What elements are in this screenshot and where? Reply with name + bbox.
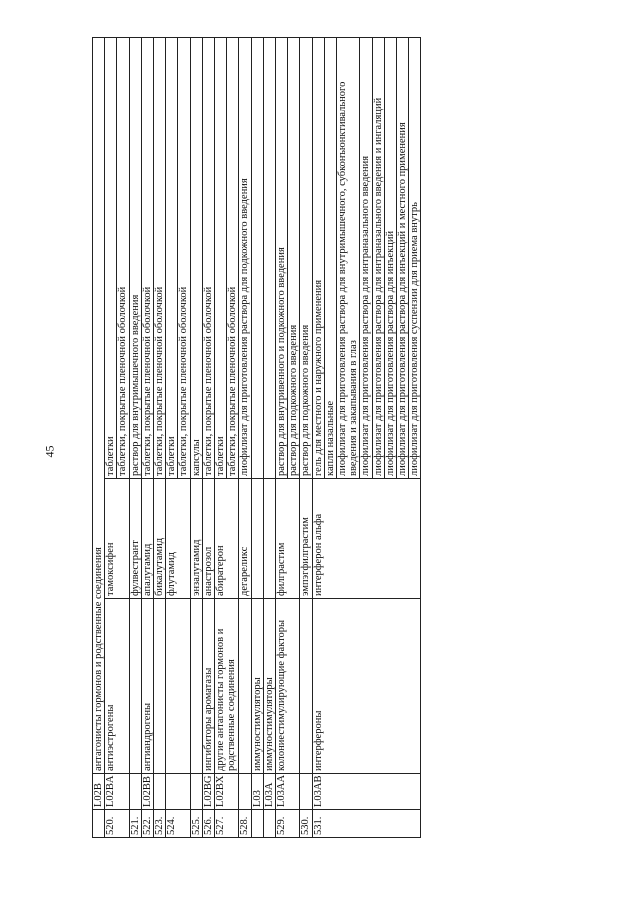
dosage-form: лиофилизат для приготовления суспензии для приема внутрь xyxy=(408,38,420,478)
dosage-form: раствор для внутривенного и подкожного введения xyxy=(276,247,288,476)
dosage-forms-cell xyxy=(154,38,166,479)
dosage-form: лиофилизат для приготовления раствора для интраназального введения и ингаляций xyxy=(372,38,384,478)
dosage-form: лиофилизат для приготовления раствора для инъекций xyxy=(384,38,396,478)
dosage-form: таблетки, покрытые пленочной оболочкой xyxy=(116,38,128,478)
row-number-cell: 521. xyxy=(129,810,141,838)
drug-name-cell: апалутамид xyxy=(141,479,153,599)
atc-code-cell: L03AA xyxy=(276,774,300,810)
rotated-table-content xyxy=(92,38,524,838)
drug-name-cell: энзалутамид xyxy=(190,479,202,599)
dosage-form: таблетки, покрытые пленочной оболочкой xyxy=(154,286,166,476)
drug-name-cell: тамоксифен xyxy=(105,479,129,599)
atc-code-cell: L02BG xyxy=(202,774,214,810)
table-row xyxy=(276,38,300,838)
table-row xyxy=(105,38,129,838)
table-row xyxy=(215,38,239,838)
atc-code-cell xyxy=(239,774,251,810)
row-number-cell xyxy=(251,810,263,838)
atc-code-cell: L03A xyxy=(263,774,275,810)
drug-name-cell: дегареликс xyxy=(239,479,251,599)
atc-code-cell: L03AB xyxy=(312,774,421,810)
page-number: 45 xyxy=(42,445,57,458)
dosage-form: лиофилизат для приготовления раствора для интраназального введения xyxy=(359,38,371,478)
group-name-cell: антиандрогены xyxy=(141,599,153,774)
dosage-form: таблетки, покрытые пленочной оболочкой xyxy=(226,38,238,478)
dosage-forms-cell xyxy=(129,38,141,479)
table-row xyxy=(129,38,141,838)
atc-code-cell: L02BB xyxy=(141,774,153,810)
group-name-cell: другие антагонисты гормонов и родственные соединения xyxy=(215,599,239,774)
row-number-cell: 529. xyxy=(276,810,300,838)
dosage-form: гель для местного и наружного применения xyxy=(312,279,324,476)
group-name-cell: иммуностимуляторы xyxy=(263,599,275,774)
dosage-forms-cell xyxy=(300,38,312,479)
dosage-forms-cell xyxy=(263,38,275,479)
dosage-form: раствор для подкожного введения xyxy=(287,38,299,478)
atc-code-cell: L02B xyxy=(93,774,105,810)
group-name-cell: ингибиторы ароматазы xyxy=(202,599,214,774)
drug-table-body xyxy=(93,38,421,838)
drug-name-cell: флутамид xyxy=(166,479,190,599)
table-row xyxy=(93,38,105,838)
dosage-form: раствор для внутримышечного введения xyxy=(129,294,141,476)
atc-code-cell xyxy=(190,774,202,810)
atc-code-cell: L02BX xyxy=(215,774,239,810)
group-name-cell xyxy=(154,599,166,774)
group-name-cell xyxy=(190,599,202,774)
group-name-cell: антиэстрогены xyxy=(105,599,129,774)
dosage-forms-cell xyxy=(190,38,202,479)
table-row xyxy=(141,38,153,838)
group-name-cell: антагонисты гормонов и родственные соединения xyxy=(93,38,105,774)
drug-name-cell: интерферон альфа xyxy=(312,479,421,599)
atc-code-cell: L03 xyxy=(251,774,263,810)
drug-name-cell: анастрозол xyxy=(202,479,214,599)
table-row xyxy=(251,38,263,838)
dosage-forms-cell xyxy=(239,38,251,479)
row-number-cell xyxy=(93,810,105,838)
dosage-form: таблетки xyxy=(166,436,178,476)
drug-name-cell xyxy=(263,479,275,599)
row-number-cell: 527. xyxy=(215,810,239,838)
group-name-cell xyxy=(129,599,141,774)
row-number-cell: 524. xyxy=(166,810,190,838)
dosage-form: таблетки, покрытые пленочной оболочкой xyxy=(202,286,214,476)
group-name-cell xyxy=(166,599,190,774)
table-row xyxy=(239,38,251,838)
row-number-cell: 522. xyxy=(141,810,153,838)
row-number-cell: 525. xyxy=(190,810,202,838)
drug-name-cell: эмпэгфилграстим xyxy=(300,479,312,599)
group-name-cell: иммуностимуляторы xyxy=(251,599,263,774)
table-row xyxy=(312,38,421,838)
dosage-forms-cell xyxy=(251,38,263,479)
dosage-forms-cell xyxy=(105,38,129,479)
drug-name-cell: бикалутамид xyxy=(154,479,166,599)
dosage-form: таблетки, покрытые пленочной оболочкой xyxy=(141,286,153,476)
row-number-cell: 526. xyxy=(202,810,214,838)
atc-code-cell xyxy=(166,774,190,810)
table-row xyxy=(154,38,166,838)
row-number-cell: 531. xyxy=(312,810,421,838)
dosage-form: таблетки xyxy=(105,436,117,476)
dosage-form: лиофилизат для приготовления раствора для подкожного введения xyxy=(239,178,251,476)
dosage-forms-cell xyxy=(312,38,421,479)
row-number-cell xyxy=(263,810,275,838)
rotated-table-frame xyxy=(92,38,524,838)
drug-name-cell: абиратерон xyxy=(215,479,239,599)
dosage-form: таблетки xyxy=(215,436,227,476)
dosage-form: таблетки, покрытые пленочной оболочкой xyxy=(177,38,189,478)
group-name-cell: интерфероны xyxy=(312,599,421,774)
row-number-cell: 520. xyxy=(105,810,129,838)
drug-name-cell: филграстим xyxy=(276,479,300,599)
dosage-forms-cell xyxy=(276,38,300,479)
group-name-cell xyxy=(300,599,312,774)
dosage-forms-cell xyxy=(215,38,239,479)
drug-name-cell xyxy=(251,479,263,599)
drug-name-cell: фулвестрант xyxy=(129,479,141,599)
dosage-form: капсулы xyxy=(190,439,202,476)
dosage-form: раствор для подкожного введения xyxy=(300,324,312,476)
drug-table xyxy=(92,37,421,838)
dosage-form: капли назальные xyxy=(324,38,336,478)
dosage-form: лиофилизат для приготовления раствора для внутримышечного, субконъюнктивального введения и закапывания в глаз xyxy=(336,38,359,478)
table-row xyxy=(263,38,275,838)
atc-code-cell xyxy=(300,774,312,810)
row-number-cell: 528. xyxy=(239,810,251,838)
group-name-cell: колониестимулирующие факторы xyxy=(276,599,300,774)
dosage-forms-cell xyxy=(141,38,153,479)
table-row xyxy=(202,38,214,838)
row-number-cell: 530. xyxy=(300,810,312,838)
table-row xyxy=(300,38,312,838)
dosage-forms-cell xyxy=(202,38,214,479)
dosage-form: лиофилизат для приготовления раствора для инъекций и местного применения xyxy=(396,38,408,478)
table-row xyxy=(190,38,202,838)
atc-code-cell xyxy=(154,774,166,810)
dosage-forms-cell xyxy=(166,38,190,479)
table-row xyxy=(166,38,190,838)
atc-code-cell: L02BA xyxy=(105,774,129,810)
row-number-cell: 523. xyxy=(154,810,166,838)
atc-code-cell xyxy=(129,774,141,810)
group-name-cell xyxy=(239,599,251,774)
